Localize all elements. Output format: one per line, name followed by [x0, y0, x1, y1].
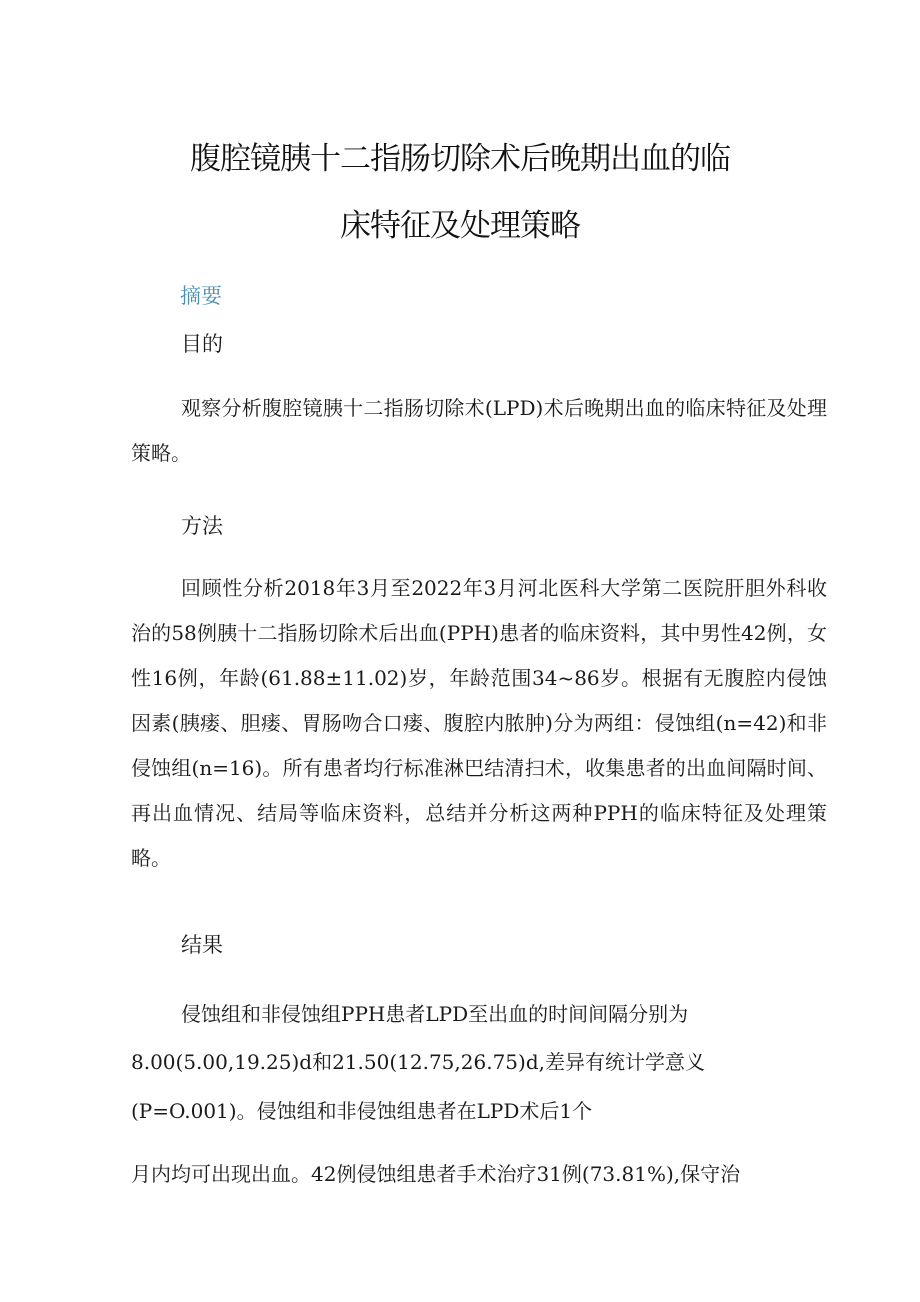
abstract-label: 摘要	[180, 284, 222, 308]
methods-heading: 方法	[181, 514, 223, 538]
results-line: 8.00(5.00,19.25)d和21.50(12.75,26.75)d,差异有统计学意义	[131, 1050, 705, 1074]
objective-paragraph: 观察分析腹腔镜胰十二指肠切除术(LPD)术后晚期出血的临床特征及处理策略。	[131, 396, 827, 465]
results-line: (P=O.001)。侵蚀组和非侵蚀组患者在LPD术后1个	[131, 1099, 593, 1123]
results-line: 月内均可出现出血。42例侵蚀组患者手术治疗31例(73.81%),保守治	[131, 1162, 741, 1186]
document-title-line-1: 腹腔镜胰十二指肠切除术后晚期出血的临	[190, 141, 730, 177]
objective-heading: 目的	[181, 332, 223, 356]
results-line: 侵蚀组和非侵蚀组PPH患者LPD至出血的时间间隔分别为	[181, 1002, 689, 1026]
document-title-line-2: 床特征及处理策略	[340, 208, 580, 244]
methods-paragraph: 回顾性分析2018年3月至2022年3月河北医科大学第二医院肝胆外科收治的58例胰十二指肠切除术后出血(PPH)患者的临床资料，其中男性42例，女性16例，年龄(61.88±11.02)岁，年龄范围34~86岁。根据有无腹腔内侵蚀因素(胰瘘、胆瘘、胃肠吻合口瘘、腹腔内脓肿)分为两组：侵蚀组(n=42)和非侵蚀组(n=16)。所有患者均行标准淋巴结清扫术，收集患者的出血间隔时间、再出血情况、结局等临床资料，总结并分析这两种PPH的临床特征及处理策略。	[131, 576, 827, 870]
results-heading: 结果	[181, 933, 223, 957]
